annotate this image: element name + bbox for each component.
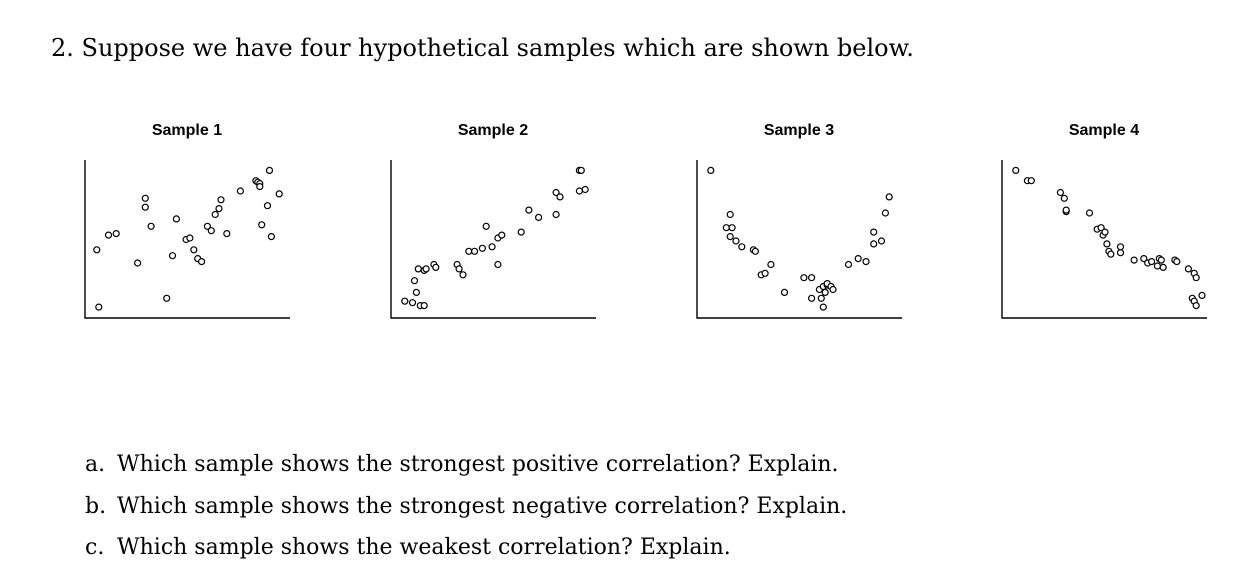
data-point [257,184,263,190]
plot-axes [391,160,596,318]
data-point [557,194,563,200]
data-point [267,167,273,173]
data-point [218,197,224,203]
data-point [871,241,877,247]
data-point [421,303,427,309]
subquestion-c [85,535,731,560]
data-point [402,298,408,304]
data-point [237,188,243,194]
data-point [1154,263,1160,269]
data-point [879,238,885,244]
plot-title: Sample 3 [763,122,835,139]
data-point [723,225,729,231]
subquestion-c-text: Which sample shows the weakest correlation? Explain. [117,535,731,560]
data-point [809,295,815,301]
data-point [170,253,176,259]
subquestion-b-text: Which sample shows the strongest negative correlation? Explain. [117,494,848,519]
data-point [173,216,179,222]
data-point [752,248,758,254]
subquestion-b-label: b. [85,494,107,519]
data-point [472,248,478,254]
data-point [1193,303,1199,309]
data-point [768,262,774,268]
data-point [466,248,472,254]
subquestion-a-label: a. [85,452,106,477]
data-point [762,270,768,276]
data-point [142,204,148,210]
data-point [1174,259,1180,265]
data-point [259,222,265,228]
data-point [526,207,532,213]
data-point [1185,266,1191,272]
data-point [1131,257,1137,263]
data-point [1063,207,1069,213]
data-point [739,244,745,250]
data-point [855,256,861,262]
data-point [1149,259,1155,265]
data-point [708,167,714,173]
data-point [863,259,869,265]
plot-title: Sample 2 [457,122,529,139]
data-point [782,289,788,295]
data-point [1118,244,1124,250]
data-point [187,235,193,241]
data-point [846,262,852,268]
data-point [412,278,418,284]
subquestion-b [85,494,847,519]
scatter-plot-sample-3 [697,122,902,318]
data-point [483,223,489,229]
data-point [871,229,877,235]
data-point [265,203,271,209]
data-point [1028,178,1034,184]
data-point [460,272,466,278]
data-point [1158,257,1164,263]
data-point [578,167,584,173]
data-point [536,214,542,220]
data-point [1193,275,1199,281]
data-point [1057,190,1063,196]
data-point [113,231,119,237]
data-point [94,247,100,253]
data-point [268,234,274,240]
subquestion-a [85,452,839,477]
scatter-plot-sample-4 [1002,122,1207,318]
data-point [96,304,102,310]
data-point [809,275,815,281]
data-point [212,212,218,218]
data-point [1108,251,1114,257]
data-point [518,229,524,235]
data-point [164,295,170,301]
data-point [224,231,230,237]
data-point [199,259,205,265]
scatter-plot-sample-2 [391,122,596,318]
data-point [1061,195,1067,201]
data-point [479,245,485,251]
data-point [433,264,439,270]
subquestion-c-label: c. [85,535,105,560]
data-point [1118,250,1124,256]
data-point [216,206,222,212]
data-point [830,287,836,293]
data-point [882,210,888,216]
data-point [727,234,733,240]
data-point [415,266,421,272]
data-point [727,212,733,218]
plot-title: Sample 1 [151,122,223,139]
data-point [423,266,429,272]
data-point [576,188,582,194]
data-point [818,295,824,301]
data-point [142,195,148,201]
question-text: 2. Suppose we have four hypothetical samples which are shown below. [51,34,914,62]
data-point [820,304,826,310]
data-point [1087,210,1093,216]
data-point [413,289,419,295]
subquestion-a-text: Which sample shows the strongest positive correlation? Explain. [117,452,839,477]
data-point [553,212,559,218]
data-point [1104,241,1110,247]
data-point [191,247,197,253]
data-point [410,300,416,306]
plot-title: Sample 4 [1068,122,1140,139]
data-point [208,228,214,234]
data-point [495,262,501,268]
data-point [1013,167,1019,173]
scatter-plot-sample-1 [85,122,290,318]
data-point [276,191,282,197]
data-point [582,187,588,193]
data-point [489,244,495,250]
data-point [1199,292,1205,298]
data-point [1102,229,1108,235]
data-point [106,232,112,238]
data-point [822,289,828,295]
data-point [499,232,505,238]
data-point [148,223,154,229]
data-point [733,238,739,244]
data-point [1160,264,1166,270]
data-point [886,194,892,200]
data-point [801,275,807,281]
data-point [729,225,735,231]
data-point [135,260,141,266]
data-point [456,266,462,272]
